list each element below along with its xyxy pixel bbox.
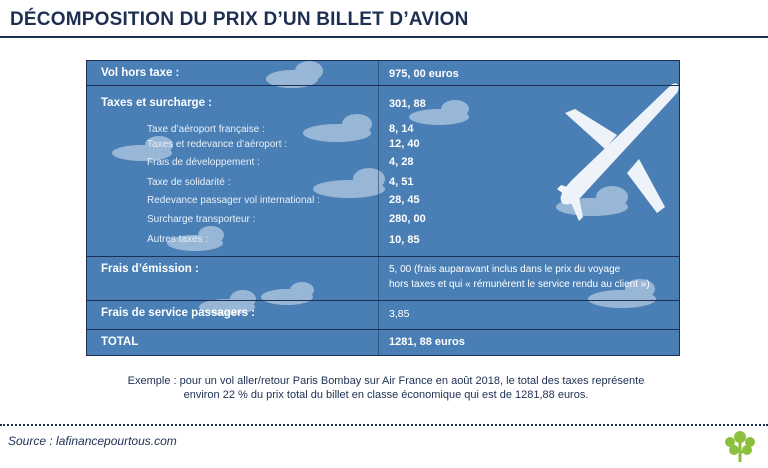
value-taxe-solidarite: 4, 51: [389, 176, 414, 188]
example-line1: Exemple : pour un vol aller/retour Paris Bombay sur Air France en août 2018, le total des taxes représente: [127, 375, 645, 387]
dotted-divider: [0, 424, 768, 426]
example-note: [80, 374, 692, 402]
label-redevance-passager: Redevance passager vol international :: [147, 195, 320, 206]
label-taxes-surcharge: Taxes et surcharge :: [101, 97, 213, 109]
column-divider: [378, 61, 379, 356]
label-total: TOTAL: [101, 336, 139, 348]
value-taxes-surcharge: 301, 88: [389, 98, 426, 110]
label-autres-taxes: Autres taxes :: [147, 234, 209, 245]
row-divider: [87, 329, 680, 330]
value-redevance-aeroport: 12, 40: [389, 138, 420, 150]
page-title: DÉCOMPOSITION DU PRIX D’UN BILLET D’AVION: [10, 9, 469, 30]
price-table: [86, 60, 680, 356]
row-divider: [87, 300, 680, 301]
label-surcharge-transporteur: Surcharge transporteur :: [147, 214, 256, 225]
value-taxe-aeroport: 8, 14: [389, 123, 414, 135]
label-frais-developpement: Frais de développement :: [147, 157, 260, 168]
value-frais-developpement: 4, 28: [389, 156, 414, 168]
value-frais-service: 3,85: [389, 308, 410, 320]
label-vol-hors-taxe: Vol hors taxe :: [101, 67, 180, 79]
example-line2: environ 22 % du prix total du billet en classe économique qui est de 1281,88 euros.: [183, 389, 589, 401]
value-redevance-passager: 28, 45: [389, 194, 420, 206]
value-total: 1281, 88 euros: [389, 336, 465, 348]
label-taxe-solidarite: Taxe de solidarité :: [147, 177, 231, 188]
value-frais-emission: [389, 262, 679, 292]
label-frais-service: Frais de service passagers :: [101, 307, 256, 319]
title-divider: [0, 36, 768, 38]
value-surcharge-transporteur: 280, 00: [389, 213, 426, 225]
value-frais-emission-line1: 5, 00 (frais auparavant inclus dans le prix du voyage: [389, 264, 621, 275]
tree-logo-icon: [720, 428, 760, 466]
value-frais-emission-line2: hors taxes et qui « rémunèrent le service rendu au client »): [389, 279, 650, 290]
source-text: Source : lafinancepourtous.com: [8, 434, 177, 448]
label-frais-emission: Frais d’émission :: [101, 263, 199, 275]
row-divider: [87, 256, 680, 257]
label-redevance-aeroport: Taxes et redevance d’aéroport :: [147, 139, 288, 150]
value-autres-taxes: 10, 85: [389, 234, 420, 246]
label-taxe-aeroport: Taxe d’aéroport française :: [147, 124, 265, 135]
value-vol-hors-taxe: 975, 00 euros: [389, 68, 459, 80]
row-divider: [87, 85, 680, 86]
